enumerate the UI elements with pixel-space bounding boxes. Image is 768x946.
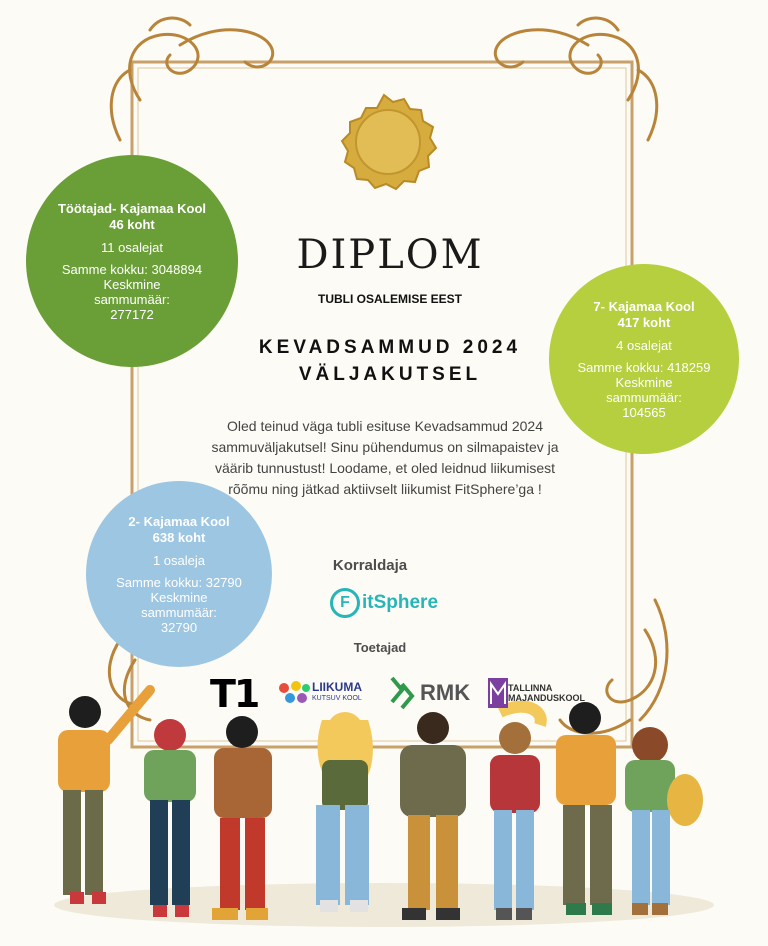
result-steps-total: Samme kokku: 3048894: [61, 261, 203, 277]
diploma-subtitle: TUBLI OSALEMISE EEST: [317, 292, 462, 306]
result-avg-label: Keskmine sammumäär:: [94, 276, 170, 307]
rmk-text: RMK: [420, 680, 471, 705]
sponsor-liikuma-logo: [276, 678, 362, 708]
result-avg-label: Keskmine sammumäär:: [606, 374, 682, 405]
result-participants: 11 osalejat: [101, 239, 163, 255]
result-avg-label: Keskmine sammumäär:: [141, 589, 217, 620]
result-place: 46 koht: [109, 216, 155, 232]
corner-ornament-top-left: [111, 18, 272, 140]
sponsor-t1-logo: T1: [210, 672, 259, 716]
gold-seal-icon: [342, 95, 436, 189]
event-line-1: KEVADSAMMUD 2024: [258, 337, 522, 358]
result-steps-total: Samme kokku: 32790: [116, 574, 242, 590]
result-team: 2- Kajamaa Kool: [128, 513, 230, 529]
liikuma-molecule-icon: [276, 678, 312, 708]
event-name: [205, 334, 575, 388]
diploma-body: Oled teinud väga tubli esituse Kevadsammud 2024 sammuväljakutsel! Sinu pühendumus on silmapaistev ja väärib tunnustust! Loodame, et oled leidnud liikumisest rõõmu ning jätkad aktiivselt liikumist FitSphere’ga !: [211, 418, 559, 497]
result-team: 7- Kajamaa Kool: [593, 298, 695, 314]
result-place: 417 koht: [617, 314, 671, 330]
diploma-title: DIPLOM: [296, 232, 484, 278]
majanduskool-text: MAJANDUSKOOL: [508, 693, 586, 703]
sponsor-rmk-logo: [388, 676, 470, 710]
sponsor-tallinna-logo: [488, 678, 585, 708]
result-avg-value: 32790: [160, 619, 198, 635]
result-circle-3: [86, 481, 272, 667]
organizer-label: Korraldaja: [332, 557, 408, 574]
people-illustration: [54, 690, 714, 927]
result-place: 638 koht: [152, 529, 206, 545]
result-participants: 4 osalejat: [616, 337, 672, 353]
fitsphere-runner-icon: F: [330, 588, 360, 618]
result-circle-2: [549, 264, 739, 454]
tallinna-mark-icon: [488, 678, 508, 708]
event-line-2: VÄLJAKUTSEL: [298, 364, 482, 385]
result-avg-value: 104565: [622, 404, 666, 420]
result-team: Töötajad- Kajamaa Kool: [57, 200, 207, 216]
fitsphere-logo-text: itSphere: [362, 592, 439, 613]
kutsuv-kool-text: KUTSUV KOOL: [312, 695, 362, 702]
liikuma-text: LIIKUMA: [312, 680, 362, 694]
sponsors-label: Toetajad: [353, 640, 407, 655]
result-steps-total: Samme kokku: 418259: [577, 359, 711, 375]
fitsphere-logo: [330, 588, 438, 618]
rmk-tree-icon: [388, 676, 416, 710]
tallinna-text: TALLINNA: [508, 683, 553, 693]
result-avg-value: 277172: [110, 306, 154, 322]
result-participants: 1 osaleja: [152, 552, 206, 568]
